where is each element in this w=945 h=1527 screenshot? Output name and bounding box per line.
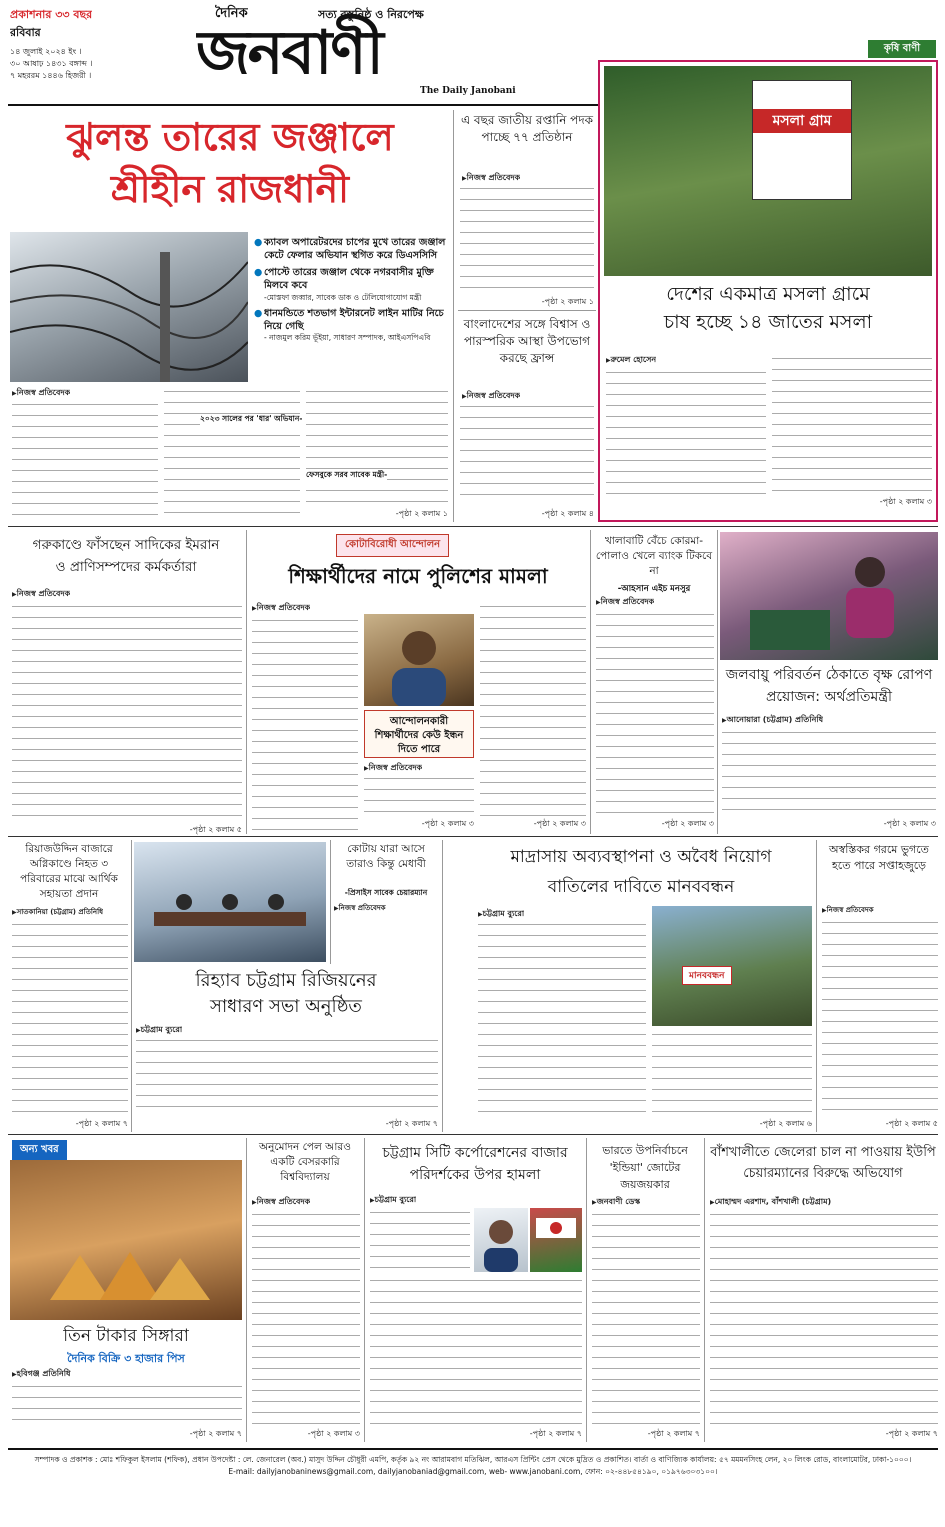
aid-byline: ▶ সাতকানিয়া (চট্টগ্রাম) প্রতিনিধি bbox=[12, 906, 103, 918]
samosa-photo bbox=[10, 1160, 242, 1320]
date-english: ১৪ জুলাই ২০২৪ ইং । bbox=[10, 47, 82, 56]
madrasa-byline: ▶ চট্টগ্রাম ব্যুরো bbox=[478, 908, 524, 921]
spice-headline-line-2: চাষ হচ্ছে ১৪ জাতের মসলা bbox=[663, 311, 873, 333]
footer bbox=[10, 1454, 936, 1478]
speaker-at-podium-icon bbox=[720, 532, 938, 660]
madrasa-photo bbox=[652, 906, 812, 1026]
spice-byline: ▶ রুমেল হোসেন bbox=[606, 354, 656, 367]
date-hijri: ৭ মহররম ১৪৪৬ হিজরী । bbox=[10, 71, 92, 80]
day-label: রবিবার bbox=[10, 26, 41, 39]
spice-headline[interactable] bbox=[604, 280, 932, 336]
climate-body bbox=[722, 728, 936, 816]
climate-continued[interactable]: -পৃষ্ঠা ২ কলাম ৩ bbox=[883, 819, 936, 828]
fraud-headline[interactable] bbox=[10, 534, 242, 578]
madrasa-headline-line-2: বাতিলের দাবিতে মানববন্ধন bbox=[547, 877, 735, 897]
slogan: সত্য বস্তুনিষ্ঠ ও নিরপেক্ষ bbox=[318, 8, 424, 21]
bank-body bbox=[596, 610, 714, 816]
lead-body-col-2 bbox=[164, 387, 300, 520]
aid-headline[interactable]: রিয়াজউদ্দিন বাজারে অগ্নিকাণ্ডে নিহত ৩ পরিবারের মাঝে আর্থিক সহায়তা প্রদান bbox=[20, 843, 118, 900]
heat-byline: ▶ নিজস্ব প্রতিবেদক bbox=[822, 904, 874, 916]
samosa-body bbox=[12, 1382, 242, 1426]
lead-body-col-3 bbox=[306, 387, 448, 507]
bd-france-byline: ▶ নিজস্ব প্রতিবেদক bbox=[462, 390, 520, 403]
spice-sign bbox=[752, 80, 852, 200]
samosa-headline[interactable]: তিন টাকার সিঙ্গারা bbox=[63, 1326, 189, 1346]
logo-english: The Daily Janobani bbox=[420, 86, 516, 96]
lead-bullet-1: ● ক্যাবল অপারেটরদের চাপের মুখে তারের জঞ্জাল কেটে ফেলার অভিযান স্থগিত করে ডিএসসিসি bbox=[254, 237, 446, 261]
india-byline: ▶ জনবাণী ডেস্ক bbox=[592, 1196, 640, 1209]
lead-inline-head: ২০২৩ সালের পর 'ধার' অভিযান- bbox=[200, 414, 302, 426]
rehab-headline-line-1: রিহ্যাব চট্টগ্রাম রিজিয়নের bbox=[195, 970, 377, 991]
export-byline: ▶ নিজস্ব প্রতিবেদক bbox=[462, 172, 520, 185]
lead-bullet-2-source: -মোস্তফা জব্বার, সাবেক ডাক ও টেলিযোগাযোগ মন্ত্রী bbox=[264, 293, 422, 302]
spice-photo bbox=[604, 66, 932, 276]
bank-headline[interactable]: খালাবাটি বেঁচে কোরমা-পোলাও খেলে ব্যাংক টিকবে না bbox=[595, 535, 713, 577]
samosa-byline: ▶ হবিগঞ্জ প্রতিনিধি bbox=[12, 1368, 71, 1381]
ctg-continued[interactable]: -পৃষ্ঠা ২ কলাম ৭ bbox=[529, 1429, 582, 1438]
univ-byline: ▶ নিজস্ব প্রতিবেদক bbox=[252, 1196, 310, 1209]
ctg-photo-portrait bbox=[474, 1208, 528, 1272]
fraud-headline-line-1: গরুকাণ্ডে ফাঁসছেন সাদিকের ইমরান bbox=[32, 537, 220, 553]
spice-body-col-2 bbox=[772, 354, 932, 494]
madrasa-headline-line-1: মাদ্রাসায় অব্যবস্থাপনা ও অবৈধ নিয়োগ bbox=[510, 847, 772, 867]
rehab-headline-line-2: সাধারণ সভা অনুষ্ঠিত bbox=[210, 996, 362, 1017]
lead-bullet-2: ● পোস্টে তারের জঞ্জাল থেকে নগরবাসীর মুক্তি মিলবে কবে bbox=[254, 267, 434, 291]
lead-bullets bbox=[254, 236, 446, 376]
madrasa-headline[interactable] bbox=[476, 842, 806, 902]
fisher-continued[interactable]: -পৃষ্ঠা ২ কলাম ৭ bbox=[885, 1429, 938, 1438]
rehab-continued[interactable]: -পৃষ্ঠা ২ কলাম ৭ bbox=[385, 1119, 438, 1128]
daily-label: দৈনিক bbox=[215, 6, 248, 21]
heat-body bbox=[822, 918, 938, 1116]
logo-text: জনবাণী bbox=[196, 18, 382, 88]
heat-continued[interactable]: -পৃষ্ঠা ২ কলাম ৫ bbox=[885, 1119, 938, 1128]
fraud-continued[interactable]: -পৃষ্ঠা ২ কলাম ৫ bbox=[189, 825, 242, 834]
year-label: প্রকাশনার ৩৩ বছর bbox=[10, 8, 93, 21]
lead-inline-head-2: ফেসবুকে সরব সাবেক মন্ত্রী- bbox=[306, 470, 387, 482]
bd-france-body bbox=[460, 402, 594, 504]
quota2-headline[interactable]: কোটায় যারা আসে তারাও কিন্তু মেধাবী bbox=[346, 843, 426, 870]
quota-headline[interactable]: শিক্ষার্থীদের নামে পুলিশের মামলা bbox=[288, 564, 548, 588]
logo bbox=[196, 12, 496, 96]
madrasa-body-col-2 bbox=[652, 1030, 812, 1116]
fraud-headline-line-2: ও প্রাণিসম্পদের কর্মকর্তারা bbox=[55, 559, 197, 575]
bd-france-headline[interactable]: বাংলাদেশের সঙ্গে বিশ্বাস ও পারস্পরিক আস্থা উপভোগ করছে ফ্রান্স bbox=[463, 317, 591, 365]
date-bangla: ৩০ আষাঢ় ১৪৩১ বঙ্গাব্দ । bbox=[10, 59, 93, 68]
lead-bullet-3: ● ধানমন্ডিতে শতভাগ ইন্টারনেট লাইন মাটির নিচে নিয়ে গেছি bbox=[254, 308, 444, 332]
climate-byline: ▶ আনোয়ারা (চট্টগ্রাম) প্রতিনিধি bbox=[722, 714, 823, 727]
aid-body bbox=[12, 920, 128, 1116]
rehab-body bbox=[136, 1036, 438, 1116]
quota-inset-headline[interactable]: আন্দোলনকারী শিক্ষার্থীদের কেউ ইন্ধন দিতে পারে bbox=[374, 716, 464, 755]
quota-inset-box bbox=[364, 710, 474, 758]
univ-continued[interactable]: -পৃষ্ঠা ২ কলাম ৩ bbox=[307, 1429, 360, 1438]
quota-continued[interactable]: -পৃষ্ঠা ২ কলাম ৩ bbox=[533, 819, 586, 828]
samosa-pile-icon bbox=[10, 1160, 242, 1320]
other-news-label: অন্য খবর bbox=[12, 1140, 67, 1161]
ctg-byline: ▶ চট্টগ্রাম ব্যুরো bbox=[370, 1194, 416, 1207]
export-headline[interactable]: এ বছর জাতীয় রপ্তানি পদক পাচ্ছে ৭৭ প্রতিষ্ঠান bbox=[460, 113, 594, 144]
samosa-subhead: দৈনিক বিক্রি ৩ হাজার পিস bbox=[67, 1352, 185, 1365]
building-sign-icon bbox=[530, 1208, 582, 1272]
bank-source: -আহসান এইচ মনসুর bbox=[617, 584, 691, 594]
spice-body-col-1 bbox=[606, 368, 766, 502]
spice-sign-text: মসলা গ্রাম bbox=[753, 109, 851, 133]
lead-headline[interactable] bbox=[10, 112, 450, 220]
quota2-byline: ▶ নিজস্ব প্রতিবেদক bbox=[334, 902, 386, 914]
bank-byline: ▶ নিজস্ব প্রতিবেদক bbox=[596, 596, 654, 609]
fraud-body bbox=[12, 602, 242, 822]
section-tag: কৃষি বাণী bbox=[868, 40, 936, 58]
climate-headline[interactable]: জলবায়ু পরিবর্তন ঠেকাতে বৃক্ষ রোপণ প্রয়োজন: অর্থপ্রতিমন্ত্রী bbox=[725, 667, 933, 705]
bd-france-continued[interactable]: -পৃষ্ঠা ২ কলাম ৪ bbox=[541, 509, 594, 518]
quota-byline: ▶ নিজস্ব প্রতিবেদক bbox=[252, 602, 310, 615]
cable-tangle-icon bbox=[10, 232, 248, 382]
india-continued[interactable]: -পৃষ্ঠা ২ কলাম ৭ bbox=[647, 1429, 700, 1438]
ctg-body-col-2 bbox=[370, 1276, 582, 1426]
ctg-body-col-1 bbox=[370, 1208, 470, 1268]
spice-continued[interactable]: -পৃষ্ঠা ২ কলাম ৩ bbox=[879, 497, 932, 506]
univ-body bbox=[252, 1210, 360, 1426]
footer-imprint: সম্পাদক ও প্রকাশক : মোঃ শফিকুল ইসলাম (শফিক), প্রধান উপদেষ্টা : লে. জেনারেল (অব.) মাসুদ উদ্দিন চৌধুরী এমপি, কর্তৃক ৯২ নং আরামবাগ মতিঝিল, আরএস প্রিন্টিং প্রেস থেকে মুদ্রিত ও প্রকাশিত। বার্তা ও বাণিজ্যিক কার্যালয়: ৫৭ মমমনসিংহ লেন, ২০ লিংক রোড, বাংলামোটর, ঢাকা-১০০০। bbox=[34, 1455, 912, 1464]
spice-headline-line-1: দেশের একমাত্র মসলা গ্রামে bbox=[666, 283, 870, 305]
portrait-icon bbox=[474, 1208, 528, 1272]
fisher-headline[interactable]: বাঁশখালীতে জেলেরা চাল না পাওয়ায় ইউপি চেয়ারম্যানের বিরুদ্ধে অভিযোগ bbox=[710, 1145, 936, 1181]
quota-kicker: কোটাবিরোধী আন্দোলন bbox=[336, 534, 449, 557]
ctg-headline[interactable]: চট্টগ্রাম সিটি কর্পোরেশনের বাজার পরিদর্শকের উপর হামলা bbox=[382, 1145, 568, 1183]
lead-headline-line-1: ঝুলন্ত তারের জঞ্জালে bbox=[66, 115, 394, 159]
meeting-table-icon bbox=[134, 842, 326, 962]
lead-body-col-1 bbox=[12, 400, 158, 520]
bank-continued[interactable]: -পৃষ্ঠা ২ কলাম ৩ bbox=[661, 819, 714, 828]
quota-body-col-2 bbox=[480, 602, 586, 816]
footer-contact[interactable]: E-mail: dailyjanobaninews@gmail.com, dailyjanobaniad@gmail.com, web- www.janobani.com, ফোন: ০২-৪৪৮৫৪১৯০, ০১৯৭৬৩০৩১০০। bbox=[228, 1467, 718, 1476]
madrasa-continued[interactable]: -পৃষ্ঠা ২ কলাম ৬ bbox=[759, 1119, 812, 1128]
rehab-headline[interactable] bbox=[134, 968, 438, 1020]
madrasa-body-col-1 bbox=[478, 920, 646, 1116]
export-body bbox=[460, 184, 594, 294]
quota-inset-body bbox=[364, 774, 474, 816]
aid-continued[interactable]: -পৃষ্ঠা ২ কলাম ৭ bbox=[75, 1119, 128, 1128]
ctg-photo-building bbox=[530, 1208, 582, 1272]
quota-inset-photo bbox=[364, 614, 474, 706]
quota-inset-byline: ▶ নিজস্ব প্রতিবেদক bbox=[364, 762, 422, 775]
madrasa-banner: মানববন্ধন bbox=[682, 966, 732, 985]
lead-continued[interactable]: -পৃষ্ঠা ২ কলাম ১ bbox=[395, 509, 448, 518]
fraud-byline: ▶ নিজস্ব প্রতিবেদক bbox=[12, 588, 70, 601]
lead-byline: ▶ নিজস্ব প্রতিবেদক bbox=[12, 387, 70, 400]
export-continued[interactable]: -পৃষ্ঠা ২ কলাম ১ bbox=[541, 297, 594, 306]
india-body bbox=[592, 1210, 700, 1426]
lead-bullet-3-source: - নাজমুল করিম ভূঁইয়া, সাধারণ সম্পাদক, আইএসপিএবি bbox=[264, 333, 431, 342]
climate-photo bbox=[720, 532, 938, 660]
rehab-photo bbox=[134, 842, 326, 962]
heat-headline[interactable]: অস্বস্তিকর গরমে ভুগতে হতে পারে সপ্তাহজুড়ে bbox=[829, 843, 929, 872]
person-portrait-icon bbox=[364, 614, 474, 706]
lead-headline-line-2: শ্রীহীন রাজধানী bbox=[110, 167, 350, 211]
samosa-continued[interactable]: -পৃষ্ঠা ২ কলাম ৭ bbox=[189, 1429, 242, 1438]
lead-photo-cables bbox=[10, 232, 248, 382]
quota-inset-continued[interactable]: -পৃষ্ঠা ২ কলাম ৩ bbox=[421, 819, 474, 828]
quota-body-col-1 bbox=[252, 616, 358, 830]
india-headline[interactable]: ভারতে উপনির্বাচনে 'ইন্ডিয়া' জোটের জয়জয়কার bbox=[602, 1144, 688, 1191]
fisher-byline: ▶ মোহাম্মদ এরশাদ, বাঁশখালী (চট্টগ্রাম) bbox=[710, 1196, 831, 1209]
quota2-source: -প্রিসাইস সাবেক চেয়ারম্যান bbox=[344, 888, 428, 897]
rehab-byline: ▶ চট্টগ্রাম ব্যুরো bbox=[136, 1024, 182, 1037]
univ-headline[interactable]: অনুমোদন পেল আরও একটি বেসরকারি বিশ্ববিদ্যালয় bbox=[259, 1141, 351, 1183]
fisher-body bbox=[710, 1210, 938, 1426]
